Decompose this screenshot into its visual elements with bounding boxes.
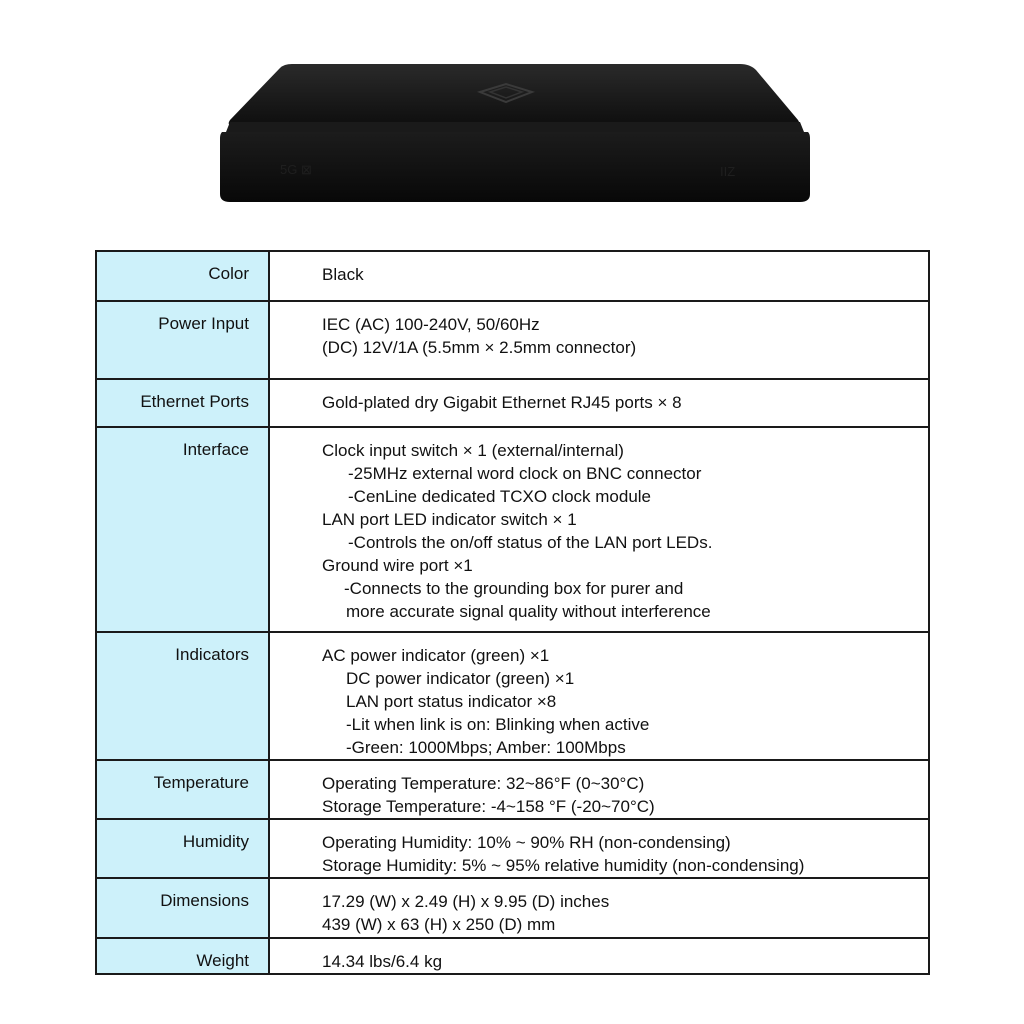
- svg-text:5G ⊠: 5G ⊠: [280, 162, 312, 177]
- spec-value-line: -CenLine dedicated TCXO clock module: [348, 487, 652, 506]
- spec-value-line: IEC (AC) 100-240V, 50/60Hz: [322, 315, 540, 334]
- spec-row: [96, 251, 929, 301]
- spec-value-line: Operating Temperature: 32~86°F (0~30°C): [322, 774, 645, 793]
- spec-value: [269, 878, 929, 938]
- spec-value-line: more accurate signal quality without interference: [346, 602, 711, 621]
- spec-value: [269, 301, 929, 379]
- spec-row: [96, 878, 929, 938]
- spec-row: [96, 819, 929, 878]
- spec-value-line: 14.34 lbs/6.4 kg: [322, 952, 443, 971]
- spec-value: [269, 379, 929, 427]
- spec-label: Color: [96, 251, 269, 301]
- spec-row: [96, 379, 929, 427]
- spec-row: [96, 938, 929, 974]
- spec-label: Interface: [96, 427, 269, 632]
- spec-row: [96, 301, 929, 379]
- spec-label: Ethernet Ports: [96, 379, 269, 427]
- spec-value-line: -Controls the on/off status of the LAN port LEDs.: [348, 533, 713, 552]
- spec-value-line: -Lit when link is on: Blinking when active: [346, 715, 650, 734]
- spec-row: [96, 760, 929, 819]
- spec-value-line: -Green: 1000Mbps; Amber: 100Mbps: [346, 738, 626, 757]
- spec-value-line: DC power indicator (green) ×1: [346, 669, 575, 688]
- spec-value-line: LAN port LED indicator switch × 1: [322, 510, 577, 529]
- product-image: [220, 60, 810, 210]
- spec-value-line: LAN port status indicator ×8: [346, 692, 557, 711]
- spec-value-line: Black: [322, 265, 364, 284]
- spec-value: [269, 760, 929, 819]
- spec-value: [269, 427, 929, 632]
- spec-value-line: Storage Temperature: -4~158 °F (-20~70°C): [322, 797, 655, 816]
- spec-value: [269, 632, 929, 760]
- spec-value-line: Clock input switch × 1 (external/internal): [322, 441, 624, 460]
- spec-value-line: Gold-plated dry Gigabit Ethernet RJ45 ports × 8: [322, 393, 682, 412]
- spec-value-line: 17.29 (W) x 2.49 (H) x 9.95 (D) inches: [322, 892, 610, 911]
- spec-value: [269, 938, 929, 974]
- spec-value-line: AC power indicator (green) ×1: [322, 646, 550, 665]
- spec-table: [95, 250, 930, 975]
- spec-label: Weight: [96, 938, 269, 974]
- spec-label: Humidity: [96, 819, 269, 878]
- spec-value-line: Storage Humidity: 5% ~ 95% relative humidity (non-condensing): [322, 856, 805, 875]
- spec-value-line: -Connects to the grounding box for purer and: [344, 579, 684, 598]
- spec-row: [96, 427, 929, 632]
- spec-label: Temperature: [96, 760, 269, 819]
- spec-label: Indicators: [96, 632, 269, 760]
- spec-value-line: 439 (W) x 63 (H) x 250 (D) mm: [322, 915, 556, 934]
- spec-value-line: -25MHz external word clock on BNC connector: [348, 464, 702, 483]
- spec-value-line: Operating Humidity: 10% ~ 90% RH (non-condensing): [322, 833, 731, 852]
- spec-value: [269, 819, 929, 878]
- spec-value-line: Ground wire port ×1: [322, 556, 473, 575]
- svg-text:IIZ: IIZ: [720, 164, 736, 179]
- spec-label: Power Input: [96, 301, 269, 379]
- spec-label: Dimensions: [96, 878, 269, 938]
- spec-value-line: (DC) 12V/1A (5.5mm × 2.5mm connector): [322, 338, 637, 357]
- spec-value: [269, 251, 929, 301]
- spec-row: [96, 632, 929, 760]
